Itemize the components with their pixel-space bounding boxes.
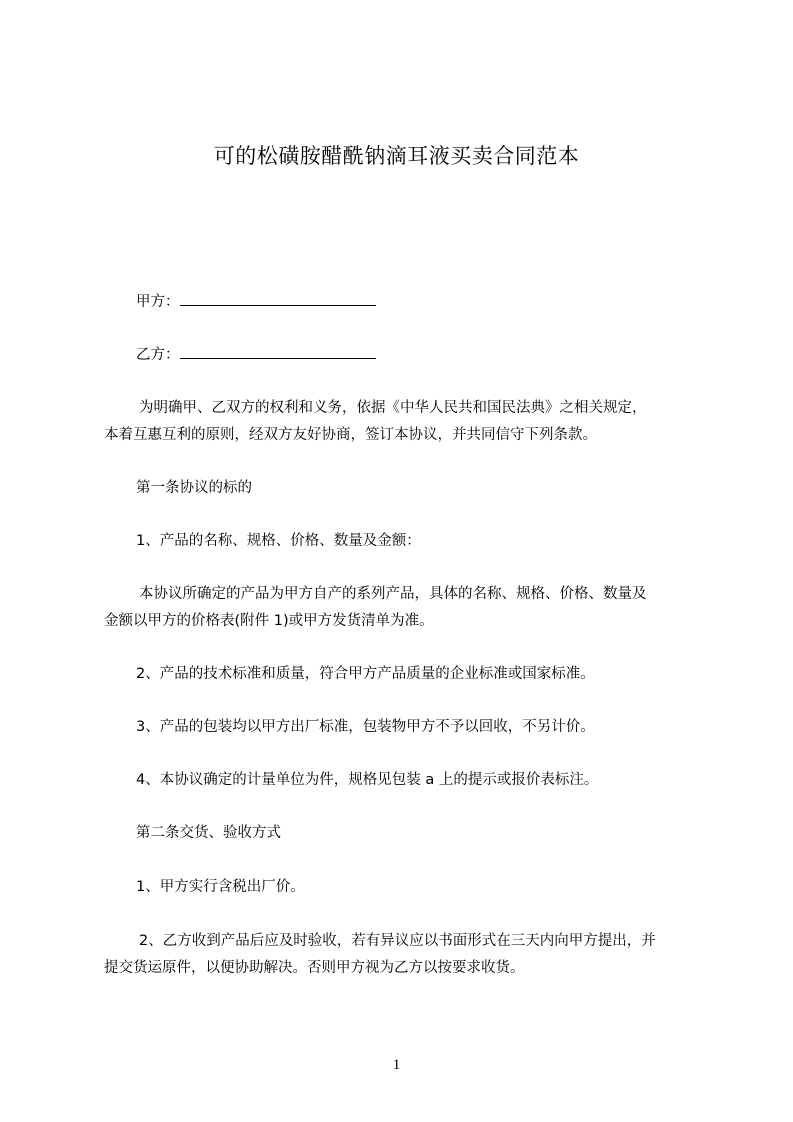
article-2-item-2-line-1: 2、乙方收到产品后应及时验收，若有异议应以书面形式在三天内向甲方提出，并 xyxy=(139,933,656,949)
party-a-line xyxy=(136,291,376,312)
preamble-line-1: 为明确甲、乙双方的权利和义务，依据《中华人民共和国民法典》之相关规定， xyxy=(139,400,647,416)
article-1-item-4: 4、本协议确定的计量单位为件，规格见包装 a 上的提示或报价表标注。 xyxy=(136,772,599,788)
preamble-line-2: 本着互惠互利的原则，经双方友好协商，签订本协议，并共同信守下列条款。 xyxy=(104,427,597,443)
article-1-item-2: 2、产品的技术标准和质量，符合甲方产品质量的企业标准或国家标准。 xyxy=(136,666,595,682)
article-2-item-2-line-2: 提交货运原件，以便协助解决。否则甲方视为乙方以按要求收货。 xyxy=(104,960,525,976)
article-1-item-3: 3、产品的包装均以甲方出厂标准，包装物甲方不予以回收，不另计价。 xyxy=(136,719,595,735)
party-a-blank[interactable] xyxy=(180,291,376,306)
article-1-item-1: 1、产品的名称、规格、价格、数量及金额： xyxy=(136,533,421,549)
party-b-blank[interactable] xyxy=(180,344,376,359)
party-b-label: 乙方： xyxy=(136,347,180,363)
party-a-label: 甲方： xyxy=(136,294,180,310)
article-1-heading: 第一条协议的标的 xyxy=(136,480,252,496)
article-2-heading: 第二条交货、验收方式 xyxy=(136,825,281,841)
contract-title: 可的松磺胺醋酰钠滴耳液买卖合同范本 xyxy=(213,144,580,168)
party-b-line xyxy=(136,344,376,365)
page-number: 1 xyxy=(392,1057,401,1073)
article-1-item-1-body-line-1: 本协议所确定的产品为甲方自产的系列产品，具体的名称、规格、价格、数量及 xyxy=(139,586,647,602)
article-1-item-1-body-line-2: 金额以甲方的价格表(附件 1)或甲方发货清单为准。 xyxy=(104,613,434,629)
article-2-item-1: 1、甲方实行含税出厂价。 xyxy=(136,879,305,895)
